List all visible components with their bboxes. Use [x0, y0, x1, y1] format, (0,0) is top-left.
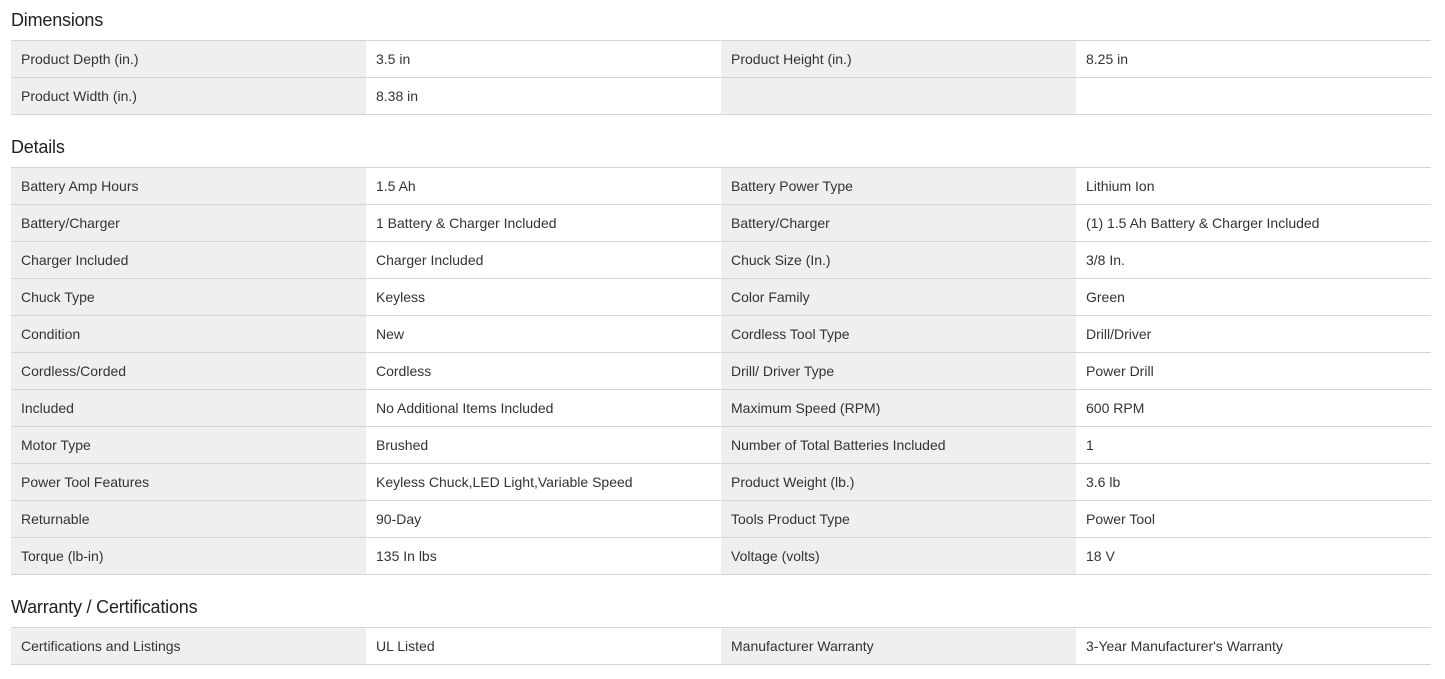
spec-value: 3-Year Manufacturer's Warranty	[1076, 628, 1431, 665]
spec-value: No Additional Items Included	[366, 390, 721, 427]
spec-value: 1.5 Ah	[366, 168, 721, 205]
table-row	[11, 464, 1431, 501]
spec-value: Brushed	[366, 427, 721, 464]
spec-label: Battery/Charger	[11, 205, 366, 242]
spec-value: Power Tool	[1076, 501, 1431, 538]
section-details	[11, 115, 1431, 575]
table-row	[11, 78, 1431, 115]
spec-table-dimensions	[11, 40, 1431, 115]
table-row	[11, 41, 1431, 78]
spec-label: Battery Amp Hours	[11, 168, 366, 205]
spec-value: Keyless	[366, 279, 721, 316]
spec-label: Power Tool Features	[11, 464, 366, 501]
spec-label: Battery Power Type	[721, 168, 1076, 205]
section-title: Dimensions	[11, 10, 104, 30]
spec-value: 3.6 lb	[1076, 464, 1431, 501]
spec-label: Chuck Size (In.)	[721, 242, 1076, 279]
spec-label: Condition	[11, 316, 366, 353]
spec-label: Product Weight (lb.)	[721, 464, 1076, 501]
table-row	[11, 242, 1431, 279]
spec-label: Number of Total Batteries Included	[721, 427, 1076, 464]
spec-label: Product Height (in.)	[721, 41, 1076, 78]
spec-label: Manufacturer Warranty	[721, 628, 1076, 665]
spec-label: Returnable	[11, 501, 366, 538]
spec-label: Cordless/Corded	[11, 353, 366, 390]
section-warranty-certifications	[11, 575, 1431, 665]
table-row	[11, 628, 1431, 665]
spec-value: UL Listed	[366, 628, 721, 665]
spec-label: Maximum Speed (RPM)	[721, 390, 1076, 427]
spec-value: Charger Included	[366, 242, 721, 279]
spec-label: Torque (lb-in)	[11, 538, 366, 575]
spec-value-empty	[1076, 78, 1431, 115]
spec-value: Power Drill	[1076, 353, 1431, 390]
spec-label: Certifications and Listings	[11, 628, 366, 665]
spec-value: 1	[1076, 427, 1431, 464]
table-row	[11, 427, 1431, 464]
spec-value: 600 RPM	[1076, 390, 1431, 427]
spec-value: (1) 1.5 Ah Battery & Charger Included	[1076, 205, 1431, 242]
spec-label: Included	[11, 390, 366, 427]
spec-value: Lithium Ion	[1076, 168, 1431, 205]
spec-value: 3.5 in	[366, 41, 721, 78]
spec-label: Charger Included	[11, 242, 366, 279]
spec-label: Battery/Charger	[721, 205, 1076, 242]
table-row	[11, 538, 1431, 575]
spec-value: 90-Day	[366, 501, 721, 538]
section-title: Details	[11, 137, 65, 157]
spec-label: Tools Product Type	[721, 501, 1076, 538]
table-row	[11, 353, 1431, 390]
table-row	[11, 168, 1431, 205]
spec-value: 8.38 in	[366, 78, 721, 115]
spec-table-warranty	[11, 627, 1431, 665]
spec-value: 135 In lbs	[366, 538, 721, 575]
spec-label: Cordless Tool Type	[721, 316, 1076, 353]
spec-value: Keyless Chuck,LED Light,Variable Speed	[366, 464, 721, 501]
spec-label: Drill/ Driver Type	[721, 353, 1076, 390]
spec-value: 8.25 in	[1076, 41, 1431, 78]
table-row	[11, 316, 1431, 353]
spec-label: Color Family	[721, 279, 1076, 316]
spec-label: Chuck Type	[11, 279, 366, 316]
spec-label: Product Width (in.)	[11, 78, 366, 115]
spec-label: Motor Type	[11, 427, 366, 464]
spec-value: Drill/Driver	[1076, 316, 1431, 353]
spec-label-empty	[721, 78, 1076, 115]
table-row	[11, 390, 1431, 427]
spec-value: Green	[1076, 279, 1431, 316]
spec-value: 18 V	[1076, 538, 1431, 575]
table-row	[11, 205, 1431, 242]
table-row	[11, 501, 1431, 538]
spec-label: Voltage (volts)	[721, 538, 1076, 575]
spec-table-details	[11, 167, 1431, 575]
spec-value: 3/8 In.	[1076, 242, 1431, 279]
spec-label: Product Depth (in.)	[11, 41, 366, 78]
section-title: Warranty / Certifications	[11, 597, 198, 617]
spec-value: 1 Battery & Charger Included	[366, 205, 721, 242]
spec-value: Cordless	[366, 353, 721, 390]
spec-value: New	[366, 316, 721, 353]
section-dimensions	[11, 0, 1431, 115]
table-row	[11, 279, 1431, 316]
